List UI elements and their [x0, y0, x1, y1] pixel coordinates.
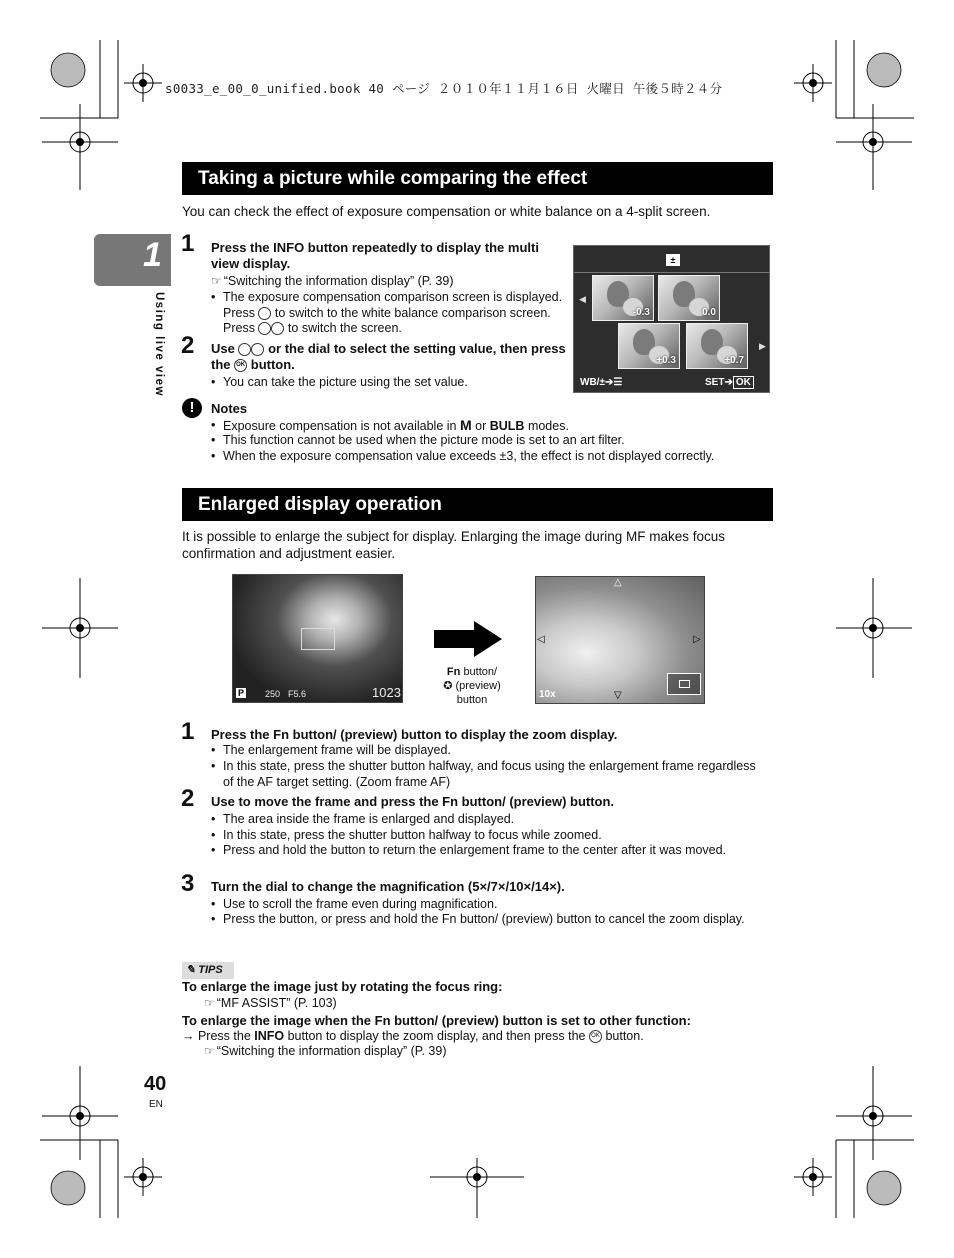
arrow-right-icon — [434, 621, 504, 657]
tips-line-3: To enlarge the image when the Fn button/ (preview) button is set to other function: — [182, 1013, 691, 1028]
note-item-3: • When the exposure compensation value exceeds ±3, the effect is not displayed correctly. — [211, 449, 714, 465]
wb-toggle-label: WB/±➔☰ — [580, 377, 623, 388]
preview-thumb-2: 0.0 — [658, 275, 720, 321]
s2-step3-bullet-2: • Press the button, or press and hold the Fn button/ (preview) button to cancel the zoom display. — [211, 912, 783, 928]
shutter-speed: 250 — [265, 689, 281, 699]
dpad-icon — [258, 307, 271, 320]
note-item-2: • This function cannot be used when the picture mode is set to an art filter. — [211, 433, 625, 449]
tips-ref-1: ☞ “MF ASSIST” (P. 103) — [204, 996, 337, 1010]
left-arrow-icon: ◀ — [579, 294, 586, 304]
preview-icon: ✪ — [443, 680, 453, 692]
notes-icon: ! — [182, 398, 202, 418]
step1-ref: ☞ “Switching the information display” (P. 39) — [211, 274, 454, 288]
tips-icon: ✎ — [186, 964, 196, 976]
step2-number: 2 — [181, 332, 195, 359]
s2-step2-bullet-2: • In this state, press the shutter button halfway to focus while zoomed. — [211, 828, 602, 844]
right-arrow-icon: ▶ — [759, 341, 766, 351]
s2-step3-text: Turn the dial to change the magnification (5×/7×/10×/14×). — [211, 879, 565, 894]
tips-ref-2: ☞ “Switching the information display” (P. 39) — [204, 1044, 447, 1058]
left-right-button-icon — [238, 343, 251, 356]
tips-line-1: To enlarge the image just by rotating the focus ring: — [182, 979, 503, 994]
reference-icon: ☞ — [211, 274, 222, 288]
left-right-button-icon — [251, 343, 264, 356]
s2-step2-bullet-3: • Press and hold the button to return the enlargement frame to the center after it was moved. — [211, 843, 763, 859]
shot-count: 1023 — [372, 685, 401, 700]
preview-thumb-4: +0.7 — [686, 323, 748, 369]
ok-button-icon: OK — [589, 1030, 602, 1043]
page-language: EN — [149, 1099, 163, 1110]
page-number: 40 — [144, 1073, 167, 1095]
zoom-level: 10x — [539, 689, 556, 700]
enlargement-frame — [301, 628, 335, 650]
section-title-comparing: Taking a picture while comparing the effect — [182, 162, 773, 195]
step1-text: Press the INFO button repeatedly to display the multi view display. — [211, 240, 539, 271]
step2-text: Use or the dial to select the setting value, then press the OK button. — [211, 341, 566, 372]
file-info-header: s0033_e_00_0_unified.book 40 ページ ２０１０年１１月１６日 火曜日 午後５時２４分 — [165, 81, 723, 96]
s2-step1-bullet-1: • The enlargement frame will be displayed. — [211, 743, 451, 759]
dpad-icon — [271, 322, 284, 335]
zoomed-photo — [535, 576, 705, 704]
s2-step2-text: Use to move the frame and press the Fn button/ (preview) button. — [211, 794, 615, 809]
arrow-caption: Fn button/ ✪ (preview) button — [443, 666, 501, 706]
notes-heading: Notes — [211, 401, 248, 416]
set-ok-label: SET➔ OK — [705, 377, 754, 388]
s2-step3-bullet-1: • Use to scroll the frame even during magnification. — [211, 897, 497, 913]
left-arrow-icon: ◁ — [537, 634, 545, 645]
aperture-value: F5.6 — [288, 689, 307, 699]
dpad-icon — [258, 322, 271, 335]
reference-icon: ☞ — [204, 1044, 215, 1058]
section1-intro: You can check the effect of exposure compensation or white balance on a 4-split screen. — [182, 204, 711, 219]
step1-number: 1 — [181, 230, 195, 257]
chapter-number: 1 — [143, 236, 162, 274]
tips-badge: ✎ TIPS — [182, 962, 234, 979]
step2-bullet: • You can take the picture using the set value. — [211, 375, 468, 391]
s2-step3-number: 3 — [181, 870, 195, 897]
reference-icon: ☞ — [204, 996, 215, 1010]
right-arrow-icon: ▷ — [693, 634, 701, 645]
s2-step1-bullet-2: • In this state, press the shutter button halfway, and focus using the enlargement frame regardless of the AF target setting. (Zoom frame AF) — [211, 759, 763, 790]
preview-thumb-1: -0.3 — [592, 275, 654, 321]
s2-step2-bullet-1: • The area inside the frame is enlarged and displayed. — [211, 812, 514, 828]
section2-intro: It is possible to enlarge the subject for display. Enlarging the image during MF makes focus confirmation and adjustment easier. — [182, 529, 726, 561]
side-label: Using live view — [153, 292, 165, 397]
up-arrow-icon: △ — [614, 577, 622, 588]
s2-step1-text: Press the Fn button/ (preview) button to display the zoom display. — [211, 727, 618, 742]
zoom-position-box — [667, 673, 701, 695]
s2-step1-number: 1 — [181, 718, 195, 745]
exposure-comp-icon: ± — [666, 254, 680, 266]
section-title-enlarged: Enlarged display operation — [182, 488, 773, 521]
step1-bullet: • The exposure compensation comparison screen is displayed. Press to switch to the white balance comparison screen. Press to switch the screen. — [211, 290, 568, 337]
ok-button-icon: OK — [234, 359, 247, 372]
s2-step2-number: 2 — [181, 785, 195, 812]
down-arrow-icon: ▽ — [614, 690, 622, 701]
preview-thumb-3: +0.3 — [618, 323, 680, 369]
note-item-1: • Exposure compensation is not available in M or BULB modes. — [211, 418, 569, 435]
tips-line-4: → Press the INFO button to display the zoom display, and then press the OK button. — [182, 1029, 644, 1043]
multi-view-screen — [573, 245, 770, 393]
mode-indicator: P — [238, 688, 245, 698]
flower-photo — [232, 574, 403, 703]
